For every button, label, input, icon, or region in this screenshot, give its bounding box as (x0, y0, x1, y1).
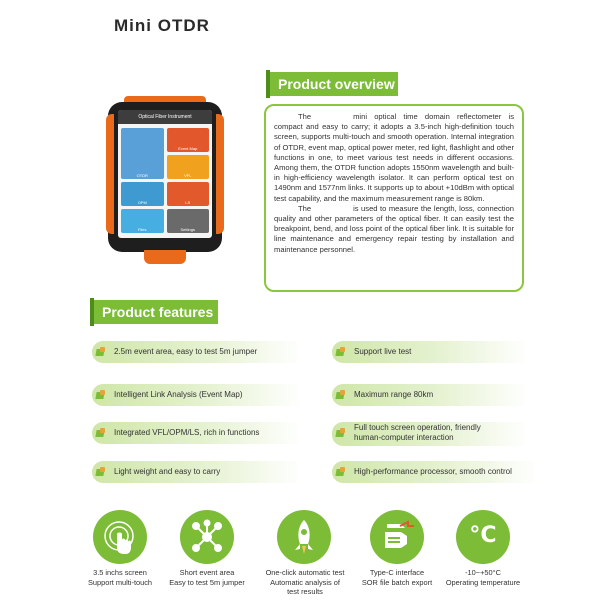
features-heading-label: Product features (102, 304, 214, 320)
device-tile: Files (121, 209, 164, 233)
feature-label: Intelligent Link Analysis (Event Map) (114, 390, 243, 399)
device-tile: Event Map (167, 128, 210, 152)
device-tile: OPM (121, 182, 164, 206)
page-title: Mini OTDR (114, 16, 210, 35)
feature-bullet-icon (336, 390, 346, 400)
overview-text-box (264, 104, 524, 292)
device-tile: VFL (167, 155, 210, 179)
device-tile: LS (167, 182, 210, 206)
feature-label: 2.5m event area, easy to test 5m jumper (114, 347, 258, 356)
feature-bullet-icon (96, 347, 106, 357)
feature-label: High-performance processor, smooth control (354, 467, 512, 476)
feature-item (92, 384, 302, 406)
feature-item (332, 384, 528, 406)
feature-label: Full touch screen operation, friendly human-computer interaction (354, 423, 481, 442)
network-nodes-icon (180, 510, 234, 564)
caption-line: One-click automatic test (265, 568, 345, 577)
temperature-icon (456, 510, 510, 564)
feature-item (332, 422, 528, 446)
caption-line: SOR file batch export (361, 577, 433, 587)
overview-heading (270, 72, 398, 96)
overview-heading-label: Product overview (278, 76, 395, 92)
otdr-device-image (106, 96, 224, 266)
caption-line: Easy to test 5m jumper (169, 577, 245, 587)
device-tile: Settings (167, 209, 210, 233)
feature-bullet-icon (336, 428, 346, 438)
caption-line: Operating temperature (445, 577, 521, 587)
overview-p1-text: mini optical time domain reflectometer is compact and easy to carry; it adopts a 3.5-inch high-definition touch screen, supports multi-touch and smooth operation. Internal integration of OTDR, event map, optical power meter, red light, flashlight and other functions in one, to meet various test needs in different occasions. Among them, the OTDR function adopts 1550nm wavelength and built-in high-efficiency wavelength isolator. It can perform optical test on 1490nm and 1577nm links. It supports up to about +10dBm with optical test capability, and the maximum measurement range is 80km. (274, 112, 514, 203)
touch-hand-icon (93, 510, 147, 564)
overview-p2-lead: The (298, 203, 312, 213)
overview-p1-lead: The (298, 112, 312, 121)
feature-label: Support live test (354, 347, 412, 356)
caption-line: Support multi-touch (87, 577, 153, 587)
feature-item (92, 422, 302, 444)
bottom-caption (152, 568, 262, 587)
overview-p2-text: is used to measure the length, loss, connection quality and other parameters of the optical fiber. It can easily test the breakpoint, bend, and loss point of the optical fiber link. It is suitable for line maintenance and emergency repair testing by installation and maintenance personnel. (274, 203, 514, 254)
feature-item (332, 341, 528, 363)
bottom-caption (428, 568, 538, 587)
usb-c-icon (370, 510, 424, 564)
feature-label: Integrated VFL/OPM/LS, rich in functions (114, 428, 260, 437)
rocket-icon (277, 510, 331, 564)
caption-line: -10~+50°C (465, 568, 501, 577)
device-screen-title: Optical Fiber Instrument (118, 110, 212, 124)
features-heading (94, 300, 218, 324)
feature-label: Light weight and easy to carry (114, 467, 221, 476)
feature-bullet-icon (96, 390, 106, 400)
caption-line: Type-C interface (369, 568, 425, 577)
feature-item (92, 461, 302, 483)
temperature-glyph: °C (469, 523, 497, 548)
feature-item (92, 341, 302, 363)
feature-bullet-icon (336, 347, 346, 357)
caption-line: Short event area (179, 568, 235, 577)
caption-line: 3.5 inchs screen (93, 568, 147, 577)
device-screen (118, 110, 212, 238)
feature-bullet-icon (336, 467, 346, 477)
feature-bullet-icon (96, 428, 106, 438)
caption-line: Automatic analysis of test results (270, 577, 340, 596)
overview-paragraph-1 (274, 112, 514, 204)
feature-bullet-icon (96, 467, 106, 477)
device-tile: OTDR (121, 128, 164, 179)
feature-item (332, 461, 538, 483)
feature-label: Maximum range 80km (354, 390, 434, 399)
overview-paragraph-2 (274, 204, 514, 255)
